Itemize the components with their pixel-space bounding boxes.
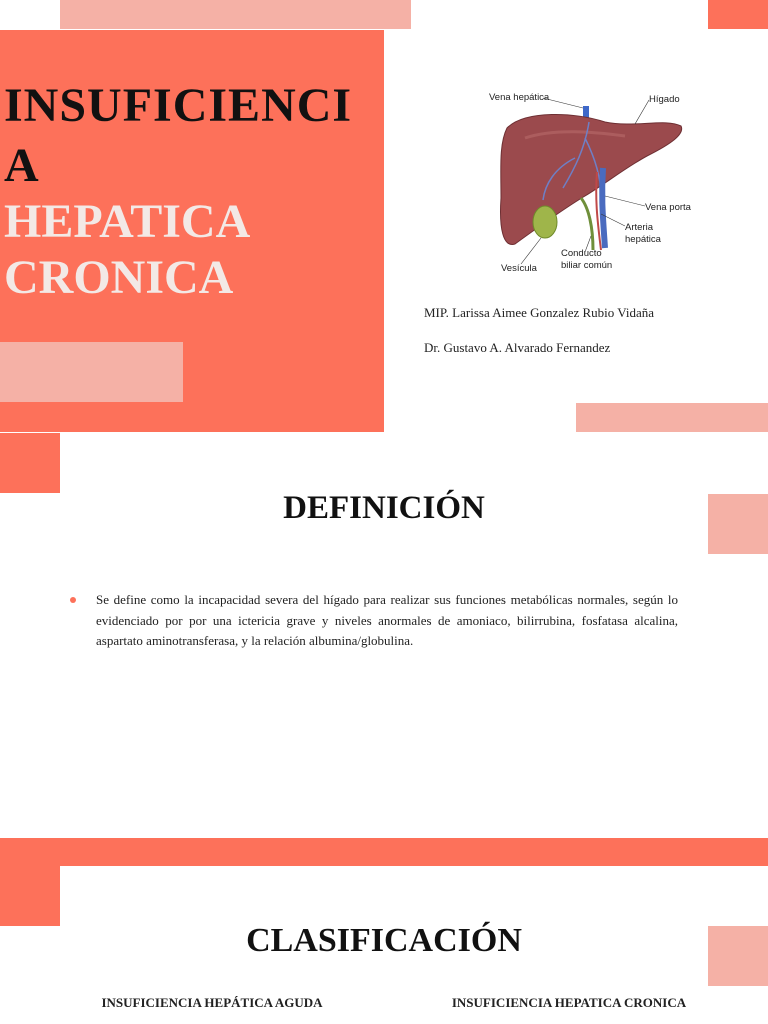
title-line-1: INSUFICIENCI bbox=[4, 79, 353, 132]
title-line-4: CRONICA bbox=[4, 251, 234, 304]
definition-heading: DEFINICIÓN bbox=[283, 490, 485, 526]
chronic-column-heading: INSUFICIENCIA HEPATICA CRONICA bbox=[451, 995, 687, 1010]
advisor-name: Dr. Gustavo A. Alvarado Fernandez bbox=[424, 340, 611, 355]
author-name: MIP. Larissa Aimee Gonzalez Rubio Vidaña bbox=[424, 305, 655, 320]
classification-heading: CLASIFICACIÓN bbox=[246, 922, 522, 959]
acute-column-heading: INSUFICIENCIA HEPÁTICA AGUDA bbox=[101, 995, 323, 1010]
title-panel-pink-bar bbox=[0, 342, 183, 402]
top-right-decor-block bbox=[708, 0, 768, 29]
label-conducto-1: Conducto bbox=[561, 248, 602, 259]
label-vena-porta: Vena porta bbox=[645, 202, 691, 213]
slide3-right-block bbox=[708, 926, 768, 986]
top-decor-bar bbox=[60, 0, 411, 29]
slide3-top-bar bbox=[0, 838, 768, 866]
label-higado: Hígado bbox=[649, 94, 680, 105]
label-arteria-1: Arteria bbox=[625, 222, 653, 233]
label-vesicula: Vesícula bbox=[501, 263, 537, 274]
liver-anatomy-figure bbox=[485, 88, 695, 278]
slide2-right-block bbox=[708, 494, 768, 554]
title-line-2: A bbox=[4, 139, 39, 192]
label-vena-hepatica: Vena hepática bbox=[489, 92, 550, 103]
label-conducto-2: biliar común bbox=[561, 260, 613, 271]
title-line-3: HEPATICA bbox=[4, 195, 251, 248]
bullet-dot bbox=[70, 597, 76, 603]
label-arteria-2: hepática bbox=[625, 234, 661, 245]
liver-illustration bbox=[485, 88, 695, 278]
slide1-bottom-right-bar bbox=[576, 403, 768, 432]
slide3-corner-block bbox=[0, 866, 60, 926]
definition-text: Se define como la incapacidad severa del hígado para realizar sus funciones metabólicas normales, según lo evidenciado por por una ictericia grave y niveles anormales de amoniaco, bilirrubina, fosfatasa alcalina, aspartato aminotransferasa, y la relación albumina/globulina. bbox=[96, 592, 678, 648]
slide2-corner-block bbox=[0, 433, 60, 493]
